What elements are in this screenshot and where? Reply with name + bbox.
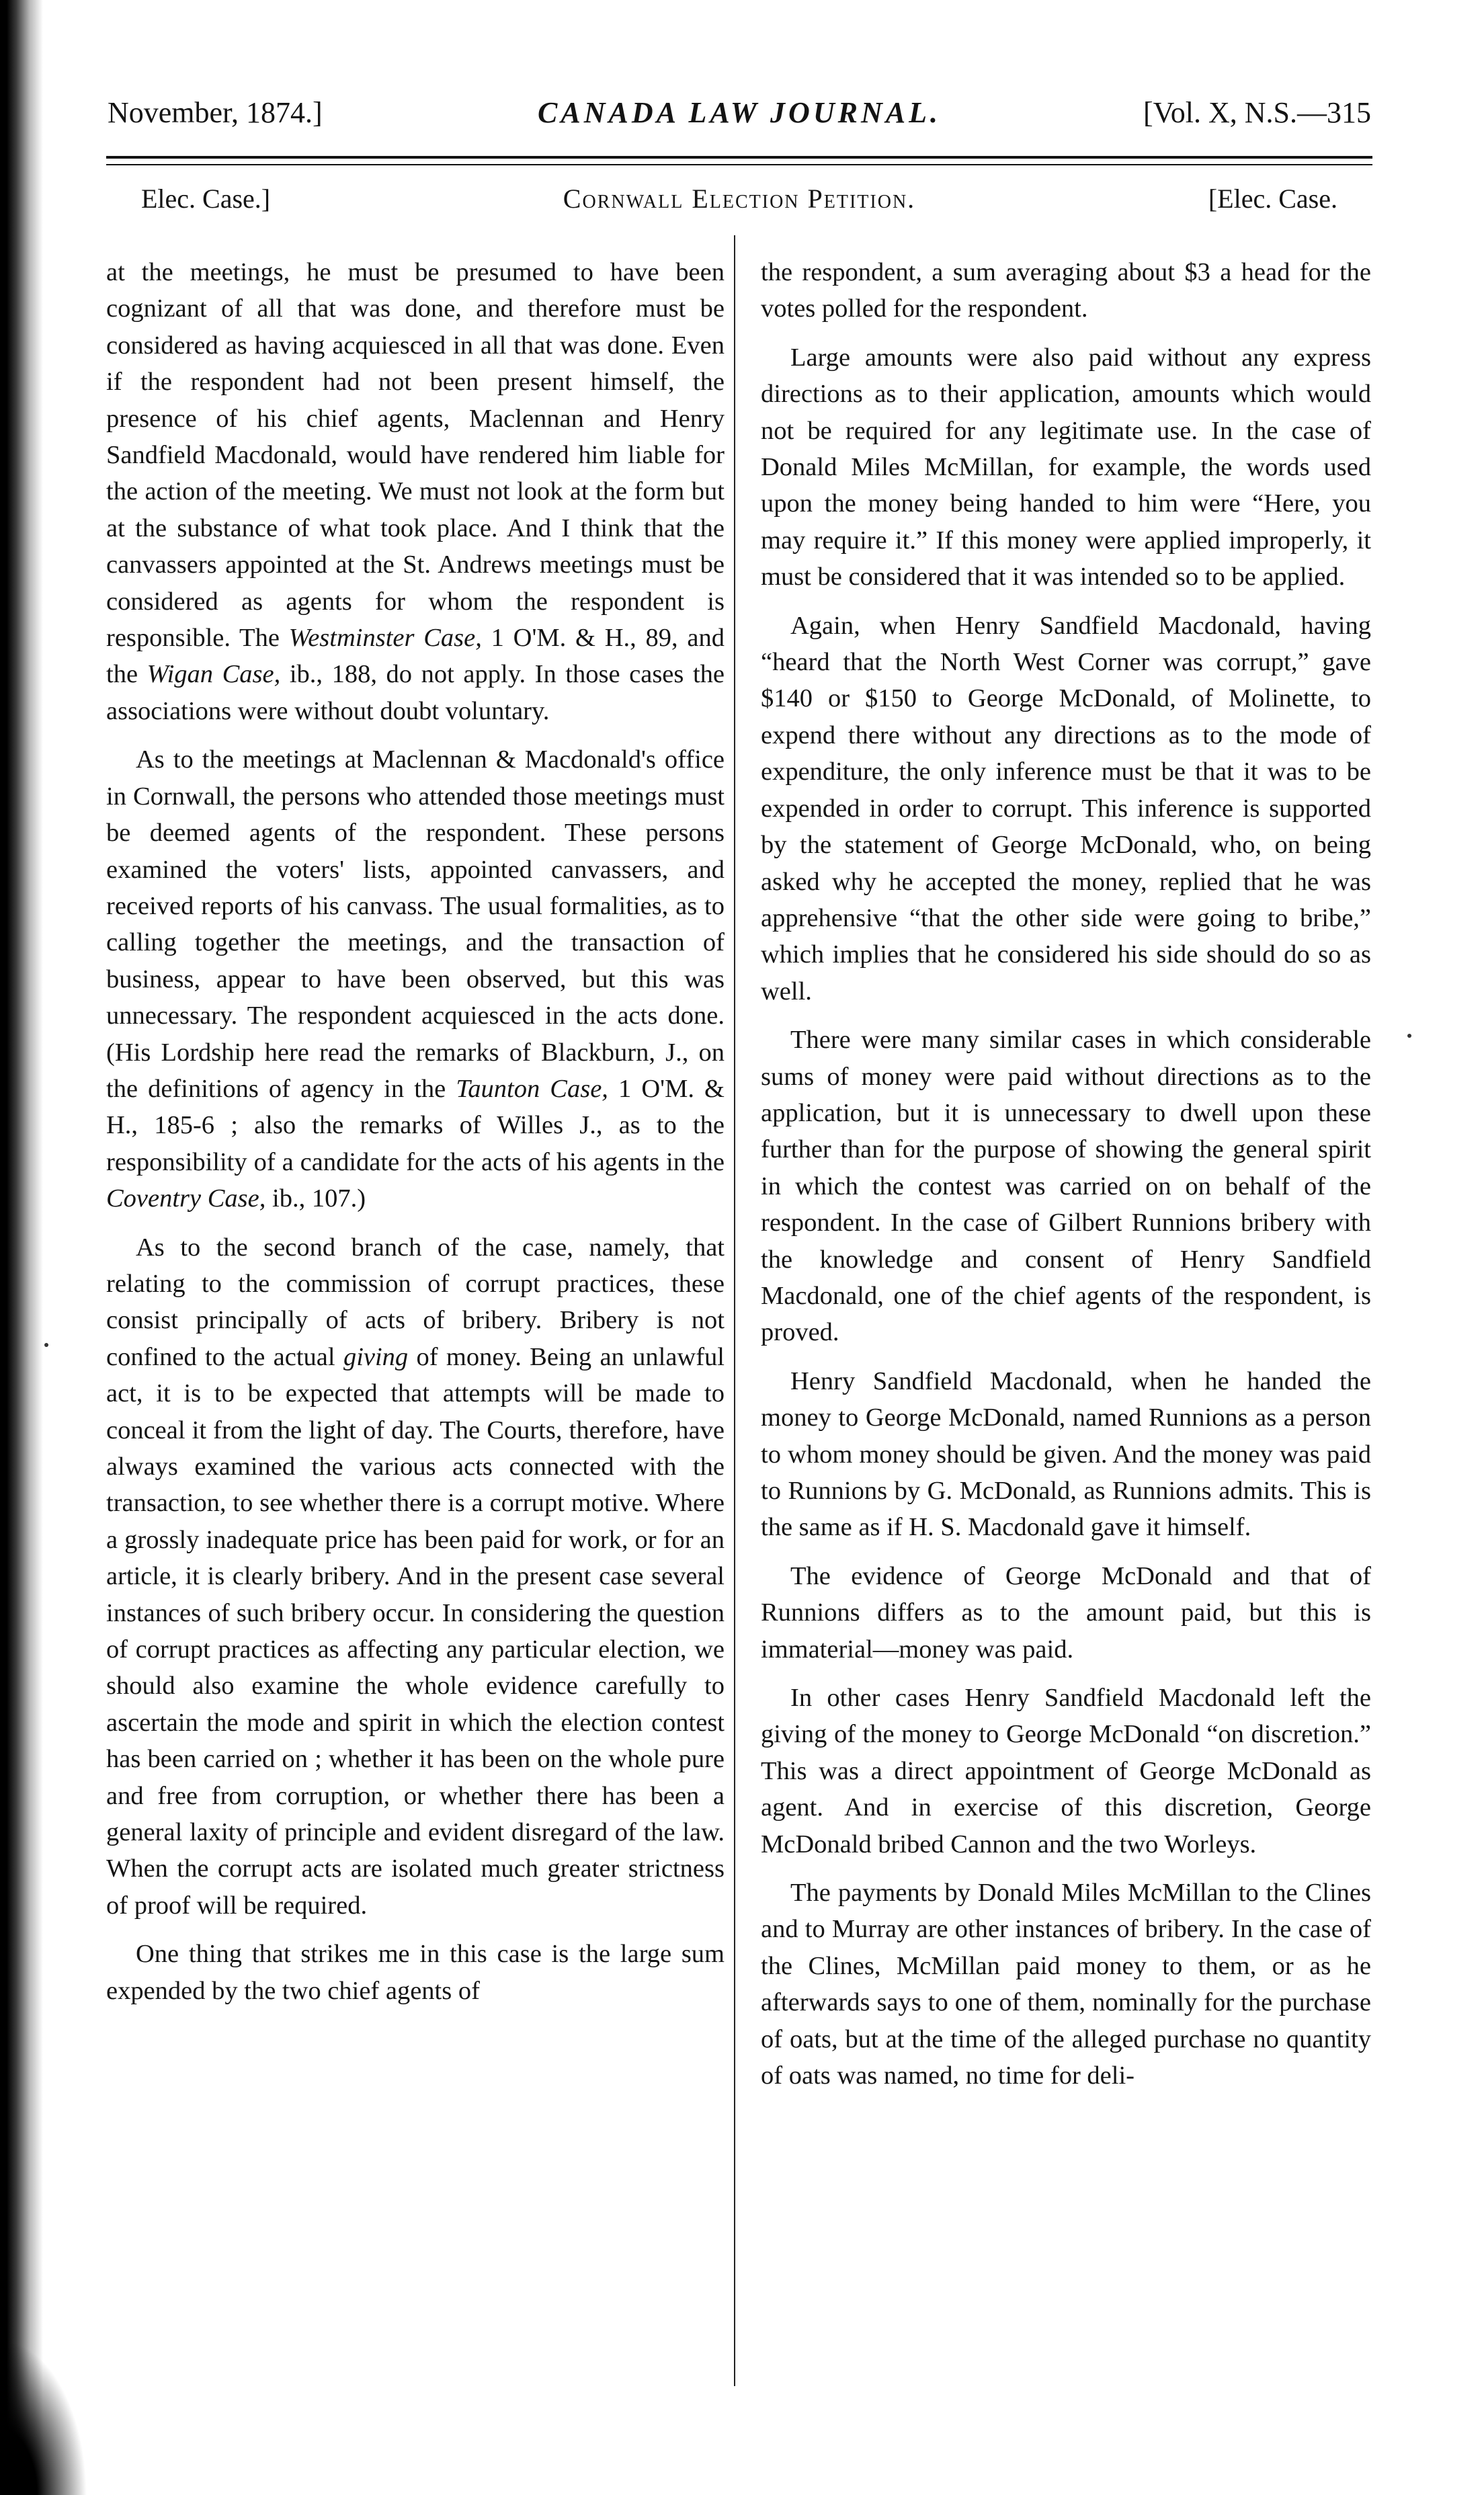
case-citation: Westminster Case, bbox=[288, 624, 482, 653]
paragraph bbox=[106, 741, 725, 1217]
case-citation: Wigan Case, bbox=[147, 660, 281, 689]
page-edge-shadow-bottom bbox=[0, 2339, 87, 2495]
page-edge-shadow bbox=[0, 0, 43, 2495]
running-head-journal-title: CANADA LAW JOURNAL. bbox=[538, 96, 941, 129]
case-citation: Coventry Case, bbox=[106, 1184, 266, 1213]
paragraph-text: of money. Being an unlawful act, it is to be expected that attempts will be made to conceal it from the light of day. The Courts, therefore, have always examined the various acts connected with the transaction, to see whether there is a corrupt motive. Where a grossly inadequate price has been paid for work, or for an article, it is clearly bribery. And in the present case several instances of such bribery occur. In considering the question of corrupt practices as affecting any particular election, we should also examine the whole evidence carefully to ascertain the mode and spirit in which the election contest has been carried on ; whether it has been on the whole pure and free from corruption, or whether there has been a general laxity of principle and evident disregard of the law. When the corrupt acts are isolated much greater strictness of proof will be required. bbox=[106, 1342, 725, 1920]
left-column bbox=[106, 254, 725, 2021]
paragraph-text: As to the meetings at Maclennan & Macdonald's office in Cornwall, the persons who attended those meetings must be deemed agents of the respondent. These persons examined the voters' lists, appointed canvassers, and received reports of his canvass. The usual formalities, as to calling together the meetings, and the transaction of business, appear to have been observed, but this was unnecessary. The respondent acquiesced in the acts done. (His Lordship here read the remarks of Blackburn, J., on the definitions of agency in the bbox=[106, 745, 725, 1103]
paragraph: Again, when Henry Sandfield Macdonald, having “heard that the North West Corner was corrupt,” gave $140 or $150 to George McDonald, of Molinette, to expend there without any directions as to the mode of expenditure, the only inference must be that it was to be expended in order to corrupt. This inference is supported by the statement of George McDonald, who, on being asked why he accepted the money, replied that he was apprehensive “that the other side were going to bribe,” which implies that he considered his side should do so as well. bbox=[761, 611, 1371, 1006]
paragraph-text: ib., 107.) bbox=[265, 1184, 366, 1213]
paragraph bbox=[106, 254, 725, 729]
paragraph: Henry Sandfield Macdonald, when he handed the money to George McDonald, named Runnions as a person to whom money should be given. And the money was paid to Runnions by G. McDonald, as Runnions admits. This is the same as if H. S. Macdonald gave it himself. bbox=[761, 1366, 1371, 1542]
running-head-volume-page: [Vol. X, N.S.—315 bbox=[1143, 96, 1371, 129]
case-citation: Taunton Case, bbox=[456, 1074, 608, 1103]
paragraph: In other cases Henry Sandfield Macdonald left the giving of the money to George McDonald “on discretion.” This was a direct appointment of George McDonald as agent. And in exercise of this discretion, George McDonald bribed Cannon and the two Worleys. bbox=[761, 1684, 1371, 1858]
paragraph-text: As to the second branch of the case, namely, that relating to the commission of corrupt practices, these consist principally of acts of bribery. Bribery is not confined to the actual bbox=[106, 1233, 725, 1371]
paragraph-text: ib., 188, do not apply. In those cases the associations were without doubt voluntary. bbox=[106, 660, 725, 725]
column-divider bbox=[734, 235, 735, 2386]
paragraph-text: 1 O'M. & H., 89, and the bbox=[106, 624, 725, 689]
header-rule-thick bbox=[106, 156, 1372, 159]
paragraph: There were many similar cases in which considerable sums of money were paid without directions as to the application, but it is unnecessary to dwell upon these further than for the purpose of showing the general spirit in which the contest was carried on on behalf of the respondent. In the case of Gilbert Runnions bribery with the knowledge and consent of Henry Sandfield Macdonald, one of the chief agents of the respondent, is proved. bbox=[761, 1026, 1371, 1347]
paragraph-text: 1 O'M. & H., 185-6 ; also the remarks of Willes J., as to the responsibility of a candidate for the acts of his agents in the bbox=[106, 1074, 725, 1176]
running-head-date: November, 1874.] bbox=[108, 96, 323, 129]
paragraph-text: at the meetings, he must be presumed to have been cognizant of all that was done, and therefore must be considered as having acquiesced in all that was done. Even if the respondent had not been present himself, the presence of his chief agents, Maclennan and Henry Sandfield Macdonald, would have rendered him liable for the action of the meeting. We must not look at the form but at the substance of what took place. And I think that the canvassers appointed at the St. Andrews meetings must be considered as agents for whom the respondent is responsible. The bbox=[106, 258, 725, 653]
ink-speck bbox=[44, 1343, 48, 1347]
section-heading bbox=[141, 183, 1337, 223]
paragraph: The evidence of George McDonald and that of Runnions differs as to the amount paid, but this is immaterial—money was paid. bbox=[761, 1561, 1371, 1664]
paragraph: The payments by Donald Miles McMillan to the Clines and to Murray are other instances of bribery. In the case of the Clines, McMillan paid money to them, or as he afterwards says to one of them, nominally for the purchase of oats, but at the time of the alleged purchase no quantity of oats was named, no time for deli- bbox=[761, 1879, 1371, 2090]
running-head bbox=[108, 95, 1371, 149]
header-rule-thin bbox=[106, 164, 1372, 165]
section-heading-left: Elec. Case.] bbox=[141, 183, 271, 214]
ink-speck bbox=[1407, 1034, 1411, 1038]
section-heading-right: [Elec. Case. bbox=[1208, 183, 1337, 214]
paragraph: the respondent, a sum averaging about $3 a head for the votes polled for the respondent. bbox=[761, 258, 1371, 323]
paragraph: One thing that strikes me in this case is the large sum expended by the two chief agents of bbox=[106, 1940, 725, 2005]
paragraph: Large amounts were also paid without any express directions as to their application, amounts which would not be required for any legitimate use. In the case of Donald Miles McMillan, for example, the words used upon the money being handed to him were “Here, you may require it.” If this money were applied improperly, it must be considered that it was intended so to be applied. bbox=[761, 343, 1371, 591]
emphasis: giving bbox=[343, 1342, 409, 1371]
section-heading-title: Cornwall Election Petition. bbox=[563, 183, 916, 214]
right-column bbox=[761, 254, 1371, 2107]
paragraph bbox=[106, 1229, 725, 1924]
